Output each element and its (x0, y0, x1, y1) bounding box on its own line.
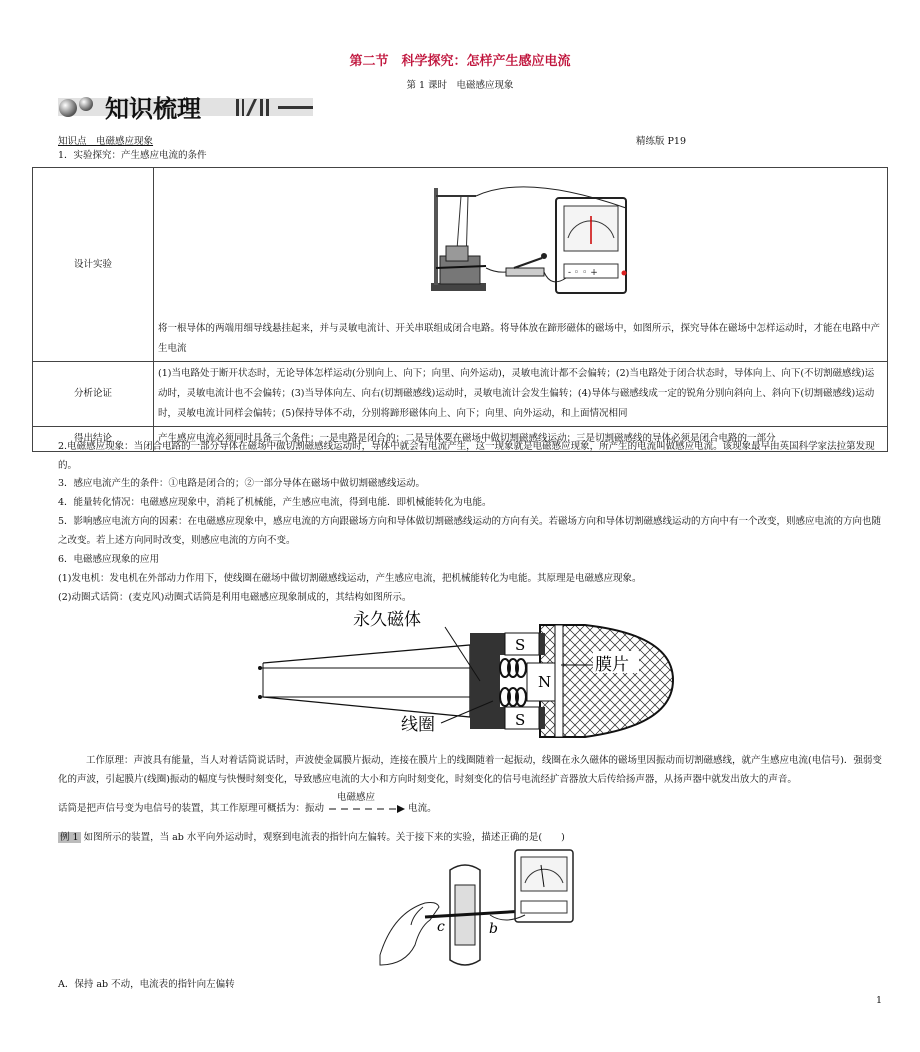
row-label-design: 设计实验 (33, 168, 154, 362)
pole-s-top: S (515, 636, 526, 654)
design-description: 将一根导体的两端用细导线悬挂起来，并与灵敏电流计、开关串联组成闭合电路。将导体放在蹄形磁体的磁场中，如图所示，探究导体在磁场中怎样运动时，才能在电路中产生电流 (158, 323, 881, 354)
page-subtitle: 第 1 课时 电磁感应现象 (406, 80, 514, 91)
row-label-conclusion: 得出结论 (33, 427, 154, 452)
kp-name: 电磁感应现象 (96, 136, 154, 147)
coil-label: 线圈 (401, 715, 435, 735)
reference-page: 精练版 P19 (636, 136, 687, 147)
example-figure (375, 845, 575, 973)
para-2: 2.电磁感应现象：当闭合电路的一部分导体在磁场中做切割磁感线运动时，导体中就会有电流产生，这一现象就是电磁感应现象，所产生的电流叫做感应电流。该现象最早由英国科学家法拉第发现的。 (58, 441, 875, 471)
banner-sphere-icon (59, 99, 77, 117)
magnet-label: 永久磁体 (353, 610, 421, 630)
pole-s-bottom: S (515, 711, 526, 729)
mic-summary-suffix: 电流。 (408, 803, 437, 814)
para-5: 5．影响感应电流方向的因素：在电磁感应现象中，感应电流的方向跟磁场方向和导体做切割磁感线运动的方向有关。若磁场方向和导体切割磁感线运动的方向中有一个改变，则感应电流的方向也随之改变。若上述方向同时改变，则感应电流的方向不变。 (58, 516, 882, 546)
banner-text: 知识梳理 (105, 95, 201, 122)
section-banner (58, 92, 318, 122)
kp-gap (87, 136, 97, 147)
microphone-figure (255, 605, 675, 745)
example-text: 如图所示的装置，当 ab 水平向外运动时，观察到电流表的指针向左偏转。关于接下来的实验，描述正确的是( ) (83, 832, 565, 843)
arrow-label: 电磁感应 (337, 791, 376, 803)
experiment-table (32, 167, 888, 452)
table-row (33, 168, 888, 362)
film-label: 膜片 (595, 655, 629, 675)
page-number: 1 (875, 995, 882, 1006)
page-title: 第二节 科学探究：怎样产生感应电流 (349, 54, 571, 69)
para-6a: (1)发电机：发电机在外部动力作用下，使线圈在磁场中做切割磁感线运动，产生感应电流，把机械能转化为电能。其原理是电磁感应现象。 (58, 573, 642, 584)
row-cell-analysis: (1)当电路处于断开状态时，无论导体怎样运动(分别向上、向下；向里、向外运动)，灵敏电流计都不会偏转；(2)当电路处于闭合状态时，导体向上、向下(不切割磁感线)运动时，灵敏电流计也不会偏转；(3)当导体向左、向右(切割磁感线)运动时，灵敏电流计会发生偏转；(4)导体与磁感线成一定的锐角分别向斜向上、斜向下(切割磁感线)运动时，灵敏电流计同样会偏转；(5)保持导体不动，分别将蹄形磁体向上、向下；向里、向外运动，和上面情况相同 (154, 362, 888, 427)
para-4: 4．能量转化情况：电磁感应现象中，消耗了机械能，产生感应电流，得到电能．即机械能转化为电能。 (58, 497, 492, 508)
label-c: c (437, 919, 445, 935)
work-principle: 工作原理：声波具有能量，当人对着话筒说话时，声波使金属膜片振动，连接在膜片上的线圈随着一起振动，线圈在永久磁体的磁场里因振动而切割磁感线，就产生感应电流(电信号)．强弱变化的声波，引起膜片(线圈)振动的幅度与快慢时刻变化，导致感应电流的大小和方向时刻变化，时刻变化的信号电流经扩音器放大后传给扬声器，从扬声器中就发出放大的声音。 (58, 755, 882, 785)
para-6: 6．电磁感应现象的应用 (58, 554, 160, 565)
example-question (58, 829, 888, 843)
table-row (33, 362, 888, 427)
arrow-icon (327, 791, 405, 815)
example-tag: 例 1 (60, 832, 79, 843)
option-a: A．保持 ab 不动，电流表的指针向左偏转 (58, 979, 235, 990)
pole-n: N (538, 673, 552, 691)
para-6b: (2)动圈式话筒：(麦克风)动圈式话筒是利用电磁感应现象制成的，其结构如图所示。 (58, 592, 412, 603)
item1-heading: 1．实验探究：产生感应电流的条件 (58, 150, 207, 161)
kp-label: 知识点 (58, 136, 87, 147)
mic-summary-prefix: 话筒是把声信号变为电信号的装置，其工作原理可概括为：振动 (58, 803, 325, 814)
mic-summary (58, 791, 437, 815)
knowledge-point (58, 133, 153, 147)
svg-text:- ◦ ◦ +: - ◦ ◦ + (568, 268, 598, 278)
row-label-analysis: 分析论证 (33, 362, 154, 427)
label-b: b (489, 921, 498, 937)
apparatus-figure (158, 176, 883, 319)
para-3: 3．感应电流产生的条件：①电路是闭合的；②一部分导体在磁场中做切割磁感线运动。 (58, 478, 426, 489)
row-cell-design (154, 168, 888, 362)
row-cell-conclusion: 产生感应电流必须同时具备三个条件：一是电路是闭合的；二是导体要在磁场中做切割磁感线运动；三是切割磁感线的导体必须是闭合电路的一部分 (154, 427, 888, 452)
